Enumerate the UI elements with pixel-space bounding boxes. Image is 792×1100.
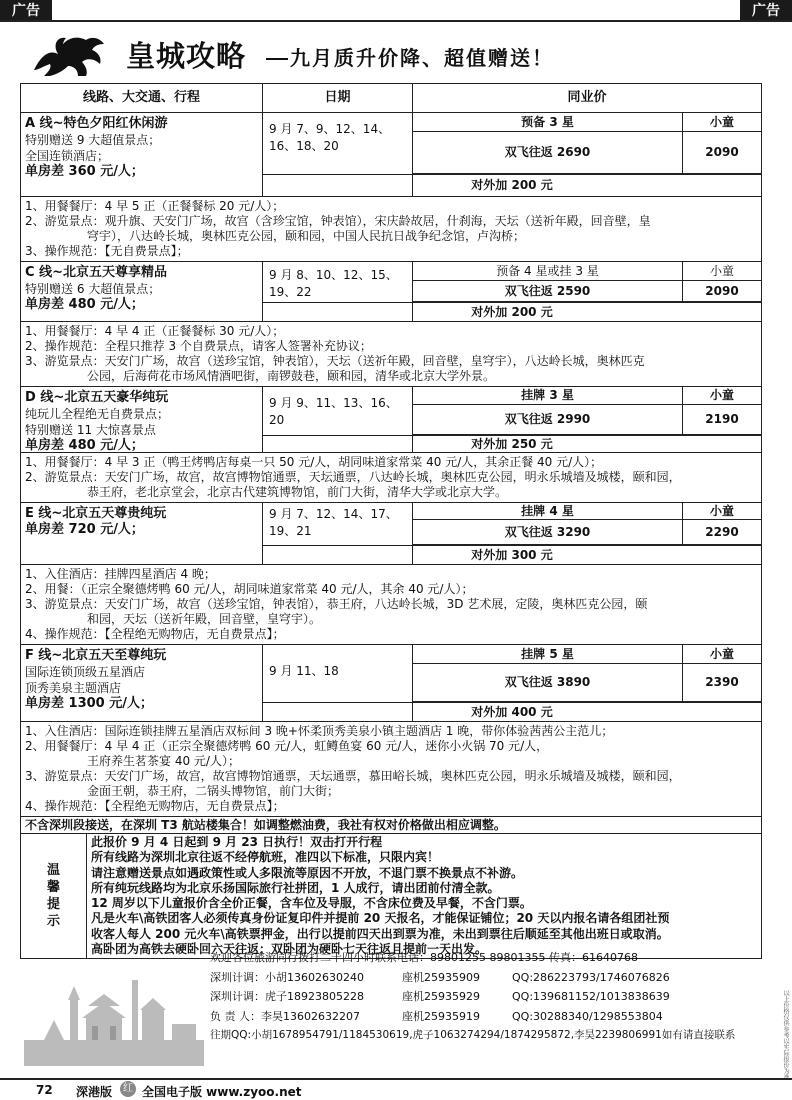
- detail-line: 1、入住酒店：国际连锁挂牌五星酒店双标间 3 晚+怀柔顶秀美泉小镇主题酒店 1 晚，带你体验茜茜公主范儿；: [25, 724, 614, 738]
- contact-person: 深圳计调：小胡13602630240: [210, 970, 364, 984]
- detail-line: 1、入住酒店：挂牌四星酒店 4 晚；: [25, 567, 216, 581]
- detail-line: 3、游览景点：天安门广场，故宫，故宫博物馆通票，天坛通票，慕田峪长城，奥林匹克公园，明永乐城墙及城楼，颐和园，: [25, 769, 681, 783]
- route-d: [21, 387, 761, 453]
- contact-row: [210, 968, 770, 988]
- hotline: 欢迎各位旅游同行拨打二十四小时联系电话：89801255 89801355 传真：61640768: [210, 951, 638, 964]
- route-dates: 9 月 11、18: [263, 645, 413, 721]
- route-details: [21, 197, 761, 262]
- detail-line: 恭王府，老北京堂会，北京古代建筑博物馆，前门大街，清华大学或北京大学。: [87, 485, 508, 499]
- contact-landline: 座机25935909: [402, 970, 480, 984]
- child-label: 小童: [709, 388, 734, 402]
- ad-label-left: 广告: [0, 0, 52, 22]
- route-info: [21, 262, 263, 321]
- outside-markup: 对外加 400 元: [471, 705, 553, 719]
- child-label: 小童: [709, 264, 734, 278]
- route-info: [21, 645, 263, 721]
- route-info: [21, 387, 263, 452]
- route-name: D 线~北京五天豪华纯玩: [25, 390, 169, 405]
- footer-rule: [0, 1078, 792, 1080]
- child-label: 小童: [709, 647, 734, 661]
- page-number: 72: [36, 1083, 53, 1097]
- detail-line: 王府养生茗茶宴 40 元/人）；: [87, 754, 240, 768]
- fare-price: 双飞往返 2590: [413, 281, 683, 301]
- route-prices: [413, 113, 761, 196]
- route-name: C 线~北京五天尊享精品: [25, 265, 167, 280]
- title-dash: [266, 58, 288, 60]
- route-dates: 9 月 7、12、14、17、19、21: [263, 503, 413, 564]
- outside-markup: 对外加 300 元: [471, 548, 553, 562]
- outside-markup: 对外加 200 元: [471, 178, 553, 192]
- hotel-star: 挂牌 5 星: [413, 645, 683, 663]
- detail-line: 2、用餐：（正宗全聚德烤鸭 60 元/人，胡同味道家常菜 40 元/人，其余 40 元/人）；: [25, 582, 474, 596]
- route-info: [21, 113, 263, 196]
- route-dates: 9 月 7、9、12、14、16、18、20: [263, 113, 413, 196]
- route-details: [21, 453, 761, 503]
- single-room-diff: 单房差 1300 元/人；: [25, 696, 153, 711]
- route-dates: 9 月 8、10、12、15、19、22: [263, 262, 413, 321]
- child-price: 2190: [705, 412, 739, 426]
- detail-line: 穹宇），八达岭长城，奥林匹克公园，颐和园，中国人民抗日战争纪念馆，卢沟桥；: [87, 229, 526, 243]
- route-c: [21, 262, 761, 322]
- contact-row: [210, 1007, 770, 1027]
- edition-label: 深港版: [76, 1085, 113, 1099]
- route-desc: 顶秀美泉主题酒店: [25, 681, 122, 695]
- contact-person: 深圳计调：虎子18923805228: [210, 990, 364, 1003]
- top-rule: [0, 20, 792, 22]
- tip-line: 所有线路为深圳北京往返不经停航班，准四以下标准，只限内宾！: [91, 850, 440, 865]
- route-name: F 线~北京五天至尊纯玩: [25, 648, 167, 663]
- detail-line: 2、游览景点：观升旗、天安门广场，故宫（含珍宝馆，钟表馆），宋庆龄故居，什刹海，天坛（送祈年殿，回音壁，皇: [25, 214, 651, 228]
- route-desc: 特别赠送 9 大超值景点；: [25, 133, 161, 147]
- table-header: [21, 84, 761, 113]
- tips-label-char: 提: [46, 897, 60, 913]
- tip-line: 请注意赠送景点如遇政策性或人多限流等原因不开放，不退门票不换景点不补游。: [91, 865, 524, 880]
- detail-line: 4、操作规范：【全程绝无购物店，无自费景点】；: [25, 799, 285, 813]
- route-desc: 特别赠送 6 大超值景点；: [25, 282, 161, 296]
- detail-line: 3、游览景点：天安门广场，故宫（送珍宝馆，钟表馆），恭王府，八达岭长城，3D 艺术展，定陵，奥林匹克公园，颐: [25, 597, 648, 611]
- route-prices: [413, 645, 761, 721]
- route-desc: 纯玩儿全程绝无自费景点；: [25, 407, 170, 421]
- single-room-diff: 单房差 480 元/人；: [25, 297, 144, 312]
- route-e: [21, 503, 761, 565]
- contact-qq: QQ:30288340/1298553804: [512, 1009, 663, 1023]
- outside-markup: 对外加 250 元: [471, 437, 553, 451]
- tip-line: 高卧团为高铁去硬卧回六天往返；双卧团为硬卧七天往返且提前一天出发。: [91, 942, 488, 957]
- tip-line: 凡是火车\高铁团客人必须传真身份证复印件并提前 20 天报名，才能保证铺位；20 天以内报名请各组团社预: [91, 911, 670, 926]
- route-info: [21, 503, 263, 564]
- route-a: [21, 113, 761, 197]
- side-note: 以上价格仅供参考以实际报价为准: [782, 990, 789, 1080]
- child-price: 2390: [705, 675, 739, 689]
- fare-price: 双飞往返 3290: [413, 520, 683, 544]
- ad-label-right: 广告: [740, 0, 792, 22]
- hotel-star: 预备 3 星: [413, 113, 683, 131]
- detail-line: 1、用餐餐厅：4 早 4 正（正餐餐标 30 元/人）；: [25, 324, 285, 338]
- tips-label-char: 温: [46, 863, 60, 879]
- detail-line: 4、操作规范：【全程绝无购物店，无自费景点】；: [25, 627, 285, 641]
- tip-line: 收客人每人 200 元火车\高铁票押金，出行以提前四天出到票为准，未出到票往后顺延至其他出班日或取消。: [91, 926, 669, 941]
- detail-line: 2、游览景点：天安门广场，故宫，故宫博物馆通票，天坛通票，八达岭长城，奥林匹克公园，明永乐城墙及城楼，颐和园，: [25, 470, 681, 484]
- single-room-diff: 单房差 360 元/人；: [25, 164, 144, 179]
- route-prices: [413, 262, 761, 321]
- detail-line: 3、操作规范：【无自费景点】；: [25, 244, 189, 258]
- contact-landline: 座机25935929: [402, 990, 480, 1003]
- dragon-logo-icon: [28, 30, 108, 78]
- page-header: [28, 30, 768, 80]
- route-prices: [413, 503, 761, 564]
- route-details: [21, 722, 761, 817]
- detail-line: 和园，天坛（送祈年殿，回音壁，皇穹宇）。: [87, 612, 322, 626]
- single-room-diff: 单房差 720 元/人；: [25, 522, 144, 537]
- detail-line: 2、操作规范：全程只推荐 3 个自费景点，请客人签署补充协议；: [25, 339, 372, 353]
- route-prices: [413, 387, 761, 452]
- route-dates: 9 月 9、11、13、16、20: [263, 387, 413, 452]
- child-price: 2290: [705, 525, 739, 539]
- hotel-star: 预备 4 星或挂 3 星: [413, 262, 683, 280]
- tip-line: 12 周岁以下儿童报价含全价正餐，含车位及导服，不含床位费及早餐，不含门票。: [91, 896, 532, 911]
- route-desc: 国际连锁顶级五星酒店: [25, 665, 146, 679]
- route-desc: 特别赠送 11 大惊喜景点: [25, 423, 156, 437]
- contact-landline: 座机25935919: [402, 1009, 480, 1023]
- page-title: 皇城攻略: [126, 39, 247, 73]
- tips-label-char: 馨: [46, 880, 60, 896]
- detail-line: 1、用餐餐厅：4 早 5 正（正餐餐标 20 元/人）；: [25, 199, 285, 213]
- route-details: [21, 322, 761, 387]
- page-footer: [0, 1078, 792, 1100]
- child-label: 小童: [709, 504, 734, 518]
- detail-line: 金面王朝，恭王府，二锅头博物馆，前门大街；: [87, 784, 340, 798]
- route-f: [21, 645, 761, 722]
- tip-line: 所有纯玩线路均为北京乐扬国际旅行社拼团，1 人成行，请出团前付清全款。: [91, 880, 500, 895]
- price-table: [20, 83, 762, 959]
- contact-info: [210, 948, 770, 1046]
- contact-person: 负 责 人：李昊13602632207: [210, 1009, 360, 1023]
- outside-markup: 对外加 200 元: [471, 305, 553, 319]
- route-details: [21, 565, 761, 645]
- detail-line: 公园，后海荷花市场风情酒吧街，南锣鼓巷，颐和园，清华或北京大学外景。: [87, 369, 496, 383]
- tip-line[interactable]: 此报价 9 月 4 日起到 9 月 23 日执行！双击打开行程: [91, 835, 383, 849]
- header-date: 日期: [263, 84, 413, 112]
- fare-price: 双飞往返 2690: [413, 132, 683, 173]
- contact-qq: QQ:139681152/1013838639: [512, 990, 670, 1003]
- hotel-star: 挂牌 3 星: [413, 387, 683, 404]
- route-name: A 线~特色夕阳红休闲游: [25, 116, 168, 131]
- hotel-star: 挂牌 4 星: [413, 503, 683, 519]
- route-name: E 线~北京五天尊贵纯玩: [25, 506, 167, 521]
- transfer-notice: 不含深圳段接送，在深圳 T3 航站楼集合！如调整燃油费，我社有权对价格做出相应调整。: [21, 817, 761, 834]
- header-price: 同业价: [567, 90, 607, 105]
- edition-badge: 红: [120, 1081, 136, 1097]
- single-room-diff: 单房差 480 元/人；: [25, 438, 144, 453]
- header-route: 线路、大交通、行程: [21, 84, 263, 112]
- child-price: 2090: [705, 145, 739, 159]
- detail-line: 3、游览景点：天安门广场，故宫（送珍宝馆，钟表馆），天坛（送祈年殿，回音壁，皇穹宇），八达岭长城，奥林匹克: [25, 354, 645, 368]
- child-label: 小童: [709, 115, 734, 129]
- fare-price: 双飞往返 2990: [413, 405, 683, 434]
- tips-label-char: 示: [46, 914, 60, 930]
- route-desc: 全国连锁酒店；: [25, 149, 110, 163]
- contact-qq: QQ:286223793/1746076826: [512, 970, 670, 984]
- detail-line: 1、用餐餐厅：4 早 3 正（鸭王烤鸭店每桌一只 50 元/人，胡同味道家常菜 40 元/人，其余正餐 40 元/人）；: [25, 455, 603, 469]
- child-price: 2090: [705, 284, 739, 298]
- beijing-skyline-icon: [24, 940, 204, 1066]
- website-link[interactable]: 全国电子版 www.zyoo.net: [142, 1085, 302, 1099]
- fare-price: 双飞往返 3890: [413, 664, 683, 701]
- past-qq: 往期QQ:小胡1678954791/1184530619,虎子1063274294/1874295872,李昊2239806991如有请直接联系: [210, 1029, 736, 1041]
- page-subtitle: 九月质升价降、超值赠送！: [290, 46, 554, 70]
- detail-line: 2、用餐餐厅：4 早 4 正（正宗全聚德烤鸭 60 元/人，虹鳟鱼宴 60 元/人，迷你小火锅 70 元/人，: [25, 739, 549, 753]
- contact-row: [210, 987, 770, 1007]
